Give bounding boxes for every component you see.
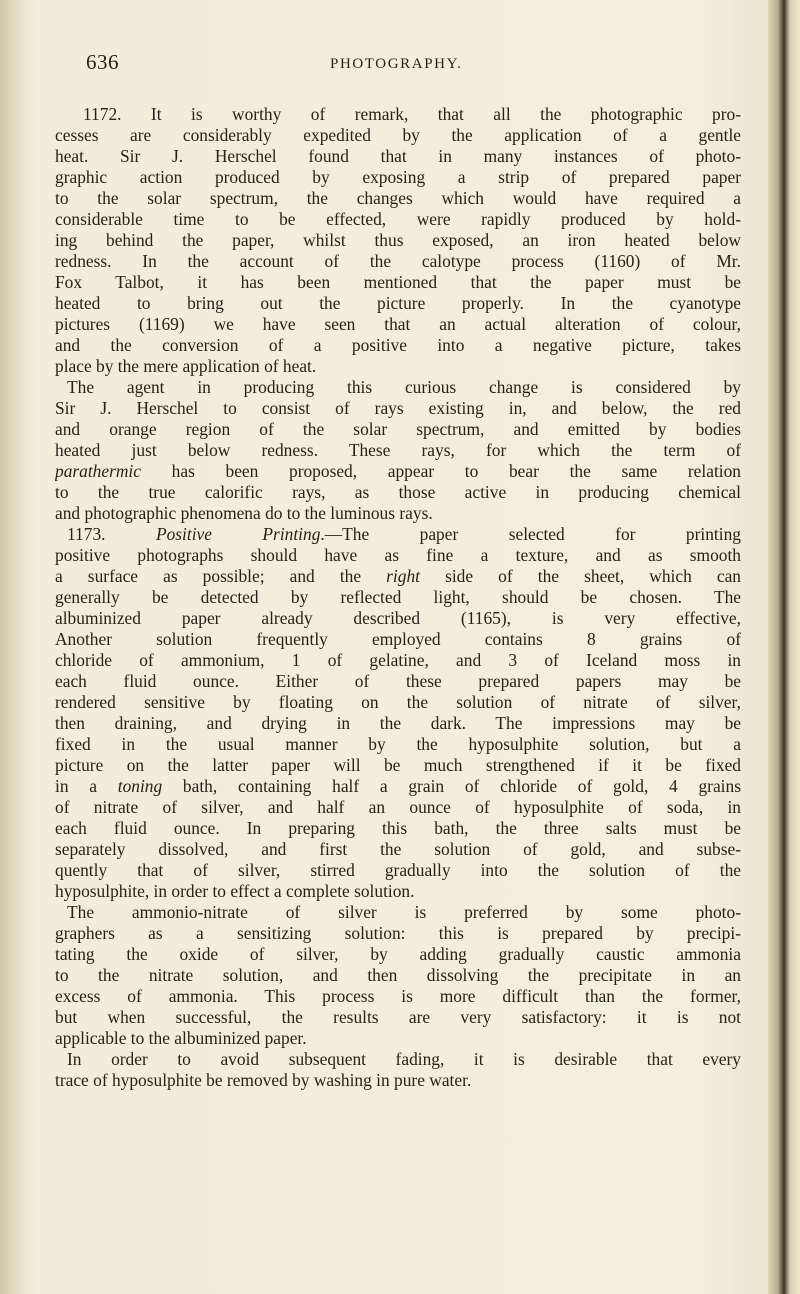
text-line: albuminized paper already described (1165), is very effective,	[55, 608, 741, 628]
text-line: graphers as a sensitizing solution: this is prepared by precipi-	[55, 923, 741, 943]
book-gutter	[768, 0, 800, 1294]
text-line: rendered sensitive by floating on the solution of nitrate of silver,	[55, 692, 741, 712]
text-line: to the true calorific rays, as those active in producing chemical	[55, 482, 741, 502]
text-line: heat. Sir J. Herschel found that in many instances of photo-	[55, 146, 741, 166]
text-line: in a toning bath, containing half a grain of chloride of gold, 4 grains	[55, 776, 741, 796]
text-line: 1172. It is worthy of remark, that all the photographic pro-	[83, 104, 741, 124]
text-line: applicable to the albuminized paper.	[55, 1028, 307, 1048]
page-number: 636	[86, 50, 119, 74]
text-line: In order to avoid subsequent fading, it is desirable that every	[67, 1049, 741, 1069]
text-line: but when successful, the results are very satisfactory: it is not	[55, 1007, 741, 1027]
text-line: considerable time to be effected, were rapidly produced by hold-	[55, 209, 741, 229]
text-line: graphic action produced by exposing a strip of prepared paper	[55, 167, 741, 187]
text-line: and photographic phenomena do to the luminous rays.	[55, 503, 433, 523]
text-line: quently that of silver, stirred gradually into the solution of the	[55, 860, 741, 880]
text-line: to the nitrate solution, and then dissolving the precipitate in an	[55, 965, 741, 985]
text-line: excess of ammonia. This process is more difficult than the former,	[55, 986, 741, 1006]
text-line: place by the mere application of heat.	[55, 356, 317, 376]
page-header	[0, 50, 800, 80]
text-line: Fox Talbot, it has been mentioned that the paper must be	[55, 272, 741, 292]
text-line: each fluid ounce. In preparing this bath, the three salts must be	[55, 818, 741, 838]
text-line: The agent in producing this curious change is considered by	[67, 377, 741, 397]
text-line: each fluid ounce. Either of these prepared papers may be	[55, 671, 741, 691]
text-line: of nitrate of silver, and half an ounce of hyposulphite of soda, in	[55, 797, 741, 817]
text-line: Another solution frequently employed contains 8 grains of	[55, 629, 741, 649]
text-line: positive photographs should have as fine a texture, and as smooth	[55, 545, 741, 565]
text-line: heated just below redness. These rays, for which the term of	[55, 440, 741, 460]
text-line: heated to bring out the picture properly. In the cyanotype	[55, 293, 741, 313]
text-line: and the conversion of a positive into a negative picture, takes	[55, 335, 741, 355]
text-line: generally be detected by reflected light, should be chosen. The	[55, 587, 741, 607]
text-line: then draining, and drying in the dark. The impressions may be	[55, 713, 741, 733]
text-line: redness. In the account of the calotype process (1160) of Mr.	[55, 251, 741, 271]
page-edge-shadow	[0, 0, 26, 1294]
text-line: The ammonio-nitrate of silver is preferred by some photo-	[67, 902, 741, 922]
text-line: picture on the latter paper will be much strengthened if it be fixed	[55, 755, 741, 775]
text-line: chloride of ammonium, 1 of gelatine, and 3 of Iceland moss in	[55, 650, 741, 670]
text-line: pictures (1169) we have seen that an actual alteration of colour,	[55, 314, 741, 334]
body-text	[55, 104, 741, 1091]
text-line: a surface as possible; and the right side of the sheet, which can	[55, 566, 741, 586]
text-line: separately dissolved, and first the solution of gold, and subse-	[55, 839, 741, 859]
text-line: trace of hyposulphite be removed by washing in pure water.	[55, 1070, 472, 1090]
text-line: and orange region of the solar spectrum, and emitted by bodies	[55, 419, 741, 439]
text-line: cesses are considerably expedited by the application of a gentle	[55, 125, 741, 145]
text-line: hyposulphite, in order to effect a complete solution.	[55, 881, 415, 901]
text-line: fixed in the usual manner by the hyposulphite solution, but a	[55, 734, 741, 754]
text-line: to the solar spectrum, the changes which would have required a	[55, 188, 741, 208]
text-line: Sir J. Herschel to consist of rays existing in, and below, the red	[55, 398, 741, 418]
text-line: ing behind the paper, whilst thus exposed, an iron heated below	[55, 230, 741, 250]
text-line: tating the oxide of silver, by adding gradually caustic ammonia	[55, 944, 741, 964]
text-line: 1173. Positive Printing.—The paper selected for printing	[67, 524, 741, 544]
running-title: PHOTOGRAPHY.	[330, 56, 463, 72]
text-line: parathermic has been proposed, appear to bear the same relation	[55, 461, 741, 481]
